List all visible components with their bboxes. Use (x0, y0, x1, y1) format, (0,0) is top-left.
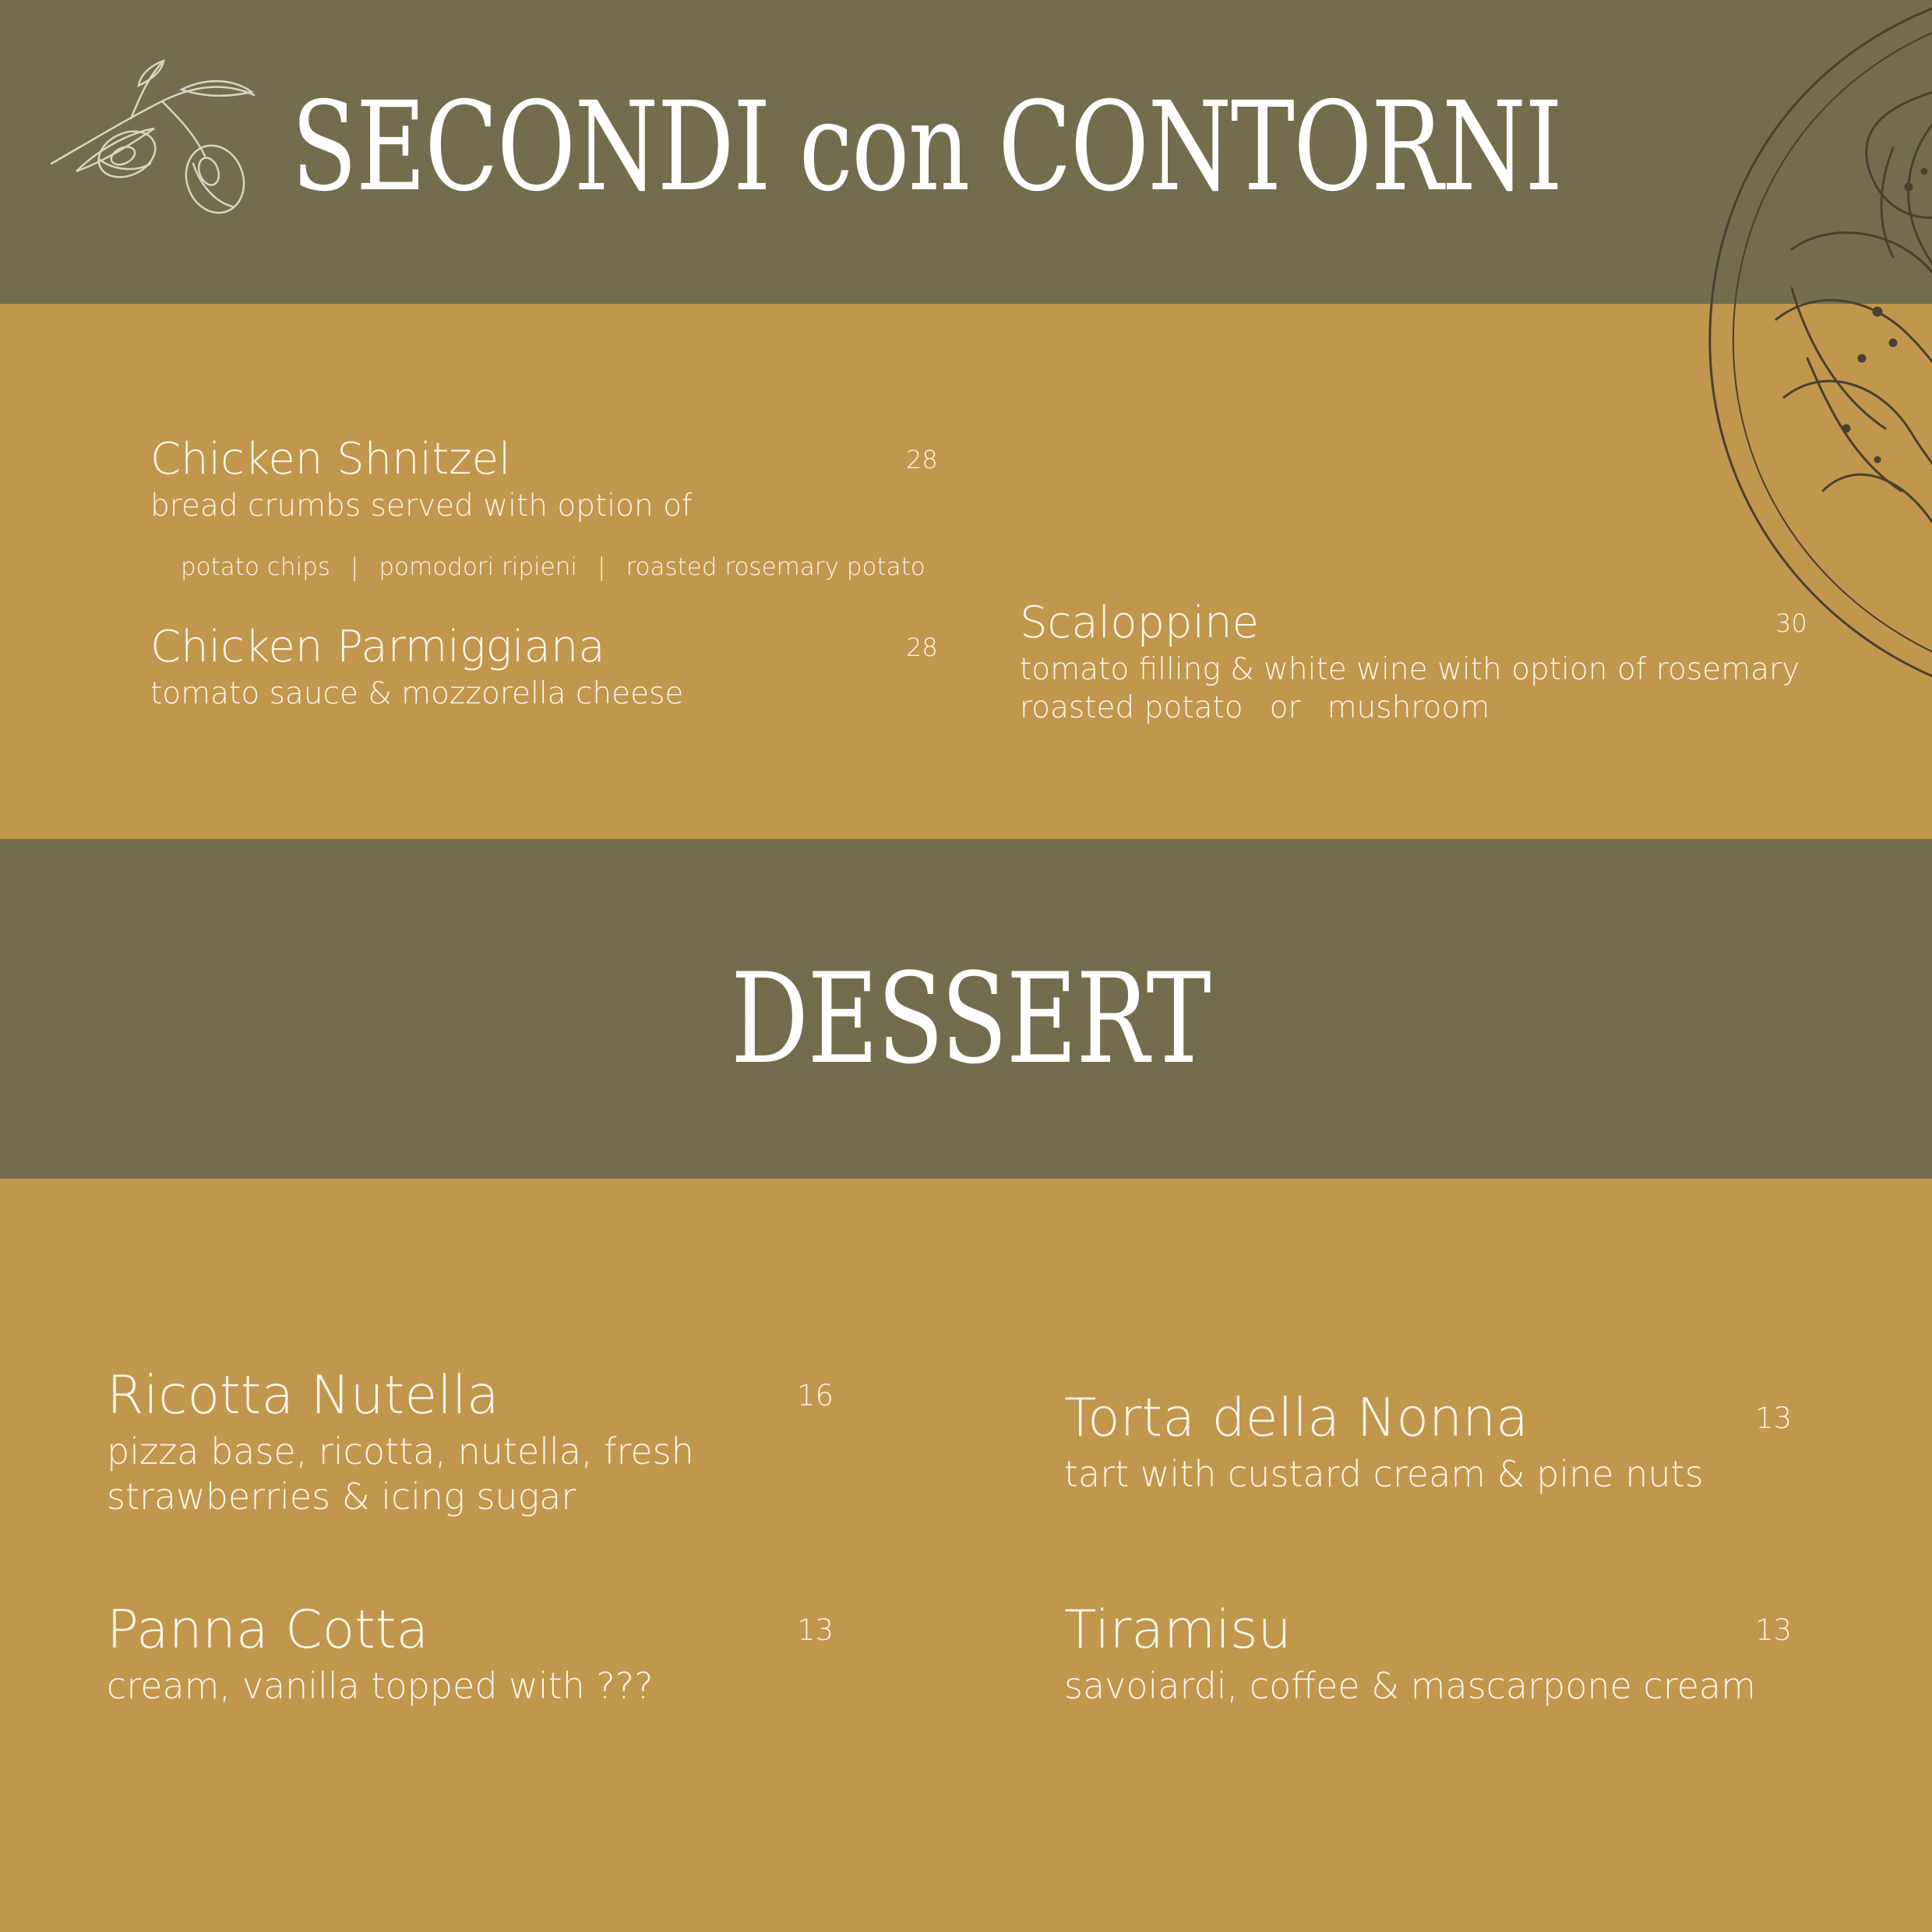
item-name: Torta della Nonna (1064, 1387, 1528, 1449)
item-name: Chicken Shnitzel (150, 434, 511, 485)
item-description-line: pizza base, ricotta, nutella, fresh (107, 1430, 694, 1472)
pasta-plate-illustration (1698, 0, 1932, 701)
menu-item-chicken-parmiggiana (150, 622, 937, 715)
item-name: Ricotta Nutella (107, 1365, 499, 1426)
item-price: 13 (1755, 1401, 1793, 1435)
option: potato chips (181, 553, 330, 581)
option-separator: | (598, 553, 606, 581)
item-price: 28 (906, 633, 938, 662)
item-description: savoiardi, coffee & mascarpone cream (1064, 1665, 1756, 1707)
item-description: bread crumbs served with option of (150, 488, 693, 524)
item-description: tomato sauce & mozzorella cheese (150, 676, 684, 711)
option: roasted rosemary potato (626, 553, 925, 581)
item-description: tart with custard cream & pine nuts (1064, 1453, 1704, 1495)
item-description-line: strawberries & icing sugar (107, 1475, 576, 1518)
secondi-title: SECONDI con CONTORNI (291, 76, 1562, 219)
menu-item-panna-cotta (107, 1599, 839, 1708)
menu-item-torta-della-nonna (1064, 1387, 1828, 1497)
item-description: cream, vanilla topped with ??? (107, 1665, 654, 1707)
item-name: Scaloppine (1020, 598, 1260, 648)
option: mushroom (1327, 690, 1490, 725)
option: pomodori ripieni (379, 553, 578, 581)
menu-item-chicken-shnitzel (150, 434, 937, 527)
item-options-chicken-shnitzel (181, 553, 925, 581)
item-name: Chicken Parmiggiana (150, 622, 605, 672)
olive-branch-icon (45, 55, 260, 218)
item-options (1020, 689, 1490, 727)
item-name: Tiramisu (1064, 1599, 1292, 1661)
item-price: 13 (797, 1613, 834, 1647)
item-description: tomato filling & white wine with option of rosemary (1020, 652, 1800, 687)
menu-item-scaloppine (1020, 598, 1807, 730)
option-separator: | (350, 553, 359, 581)
item-price: 13 (1755, 1613, 1793, 1647)
menu-item-tiramisu (1064, 1599, 1828, 1708)
dessert-title: DESSERT (731, 946, 1211, 1091)
option: roasted potato (1020, 690, 1243, 725)
item-name: Panna Cotta (107, 1599, 429, 1661)
item-price: 16 (797, 1379, 834, 1412)
option: or (1269, 690, 1301, 725)
menu-item-ricotta-nutella (107, 1365, 839, 1521)
item-price: 28 (906, 445, 938, 474)
item-price: 30 (1775, 608, 1807, 638)
